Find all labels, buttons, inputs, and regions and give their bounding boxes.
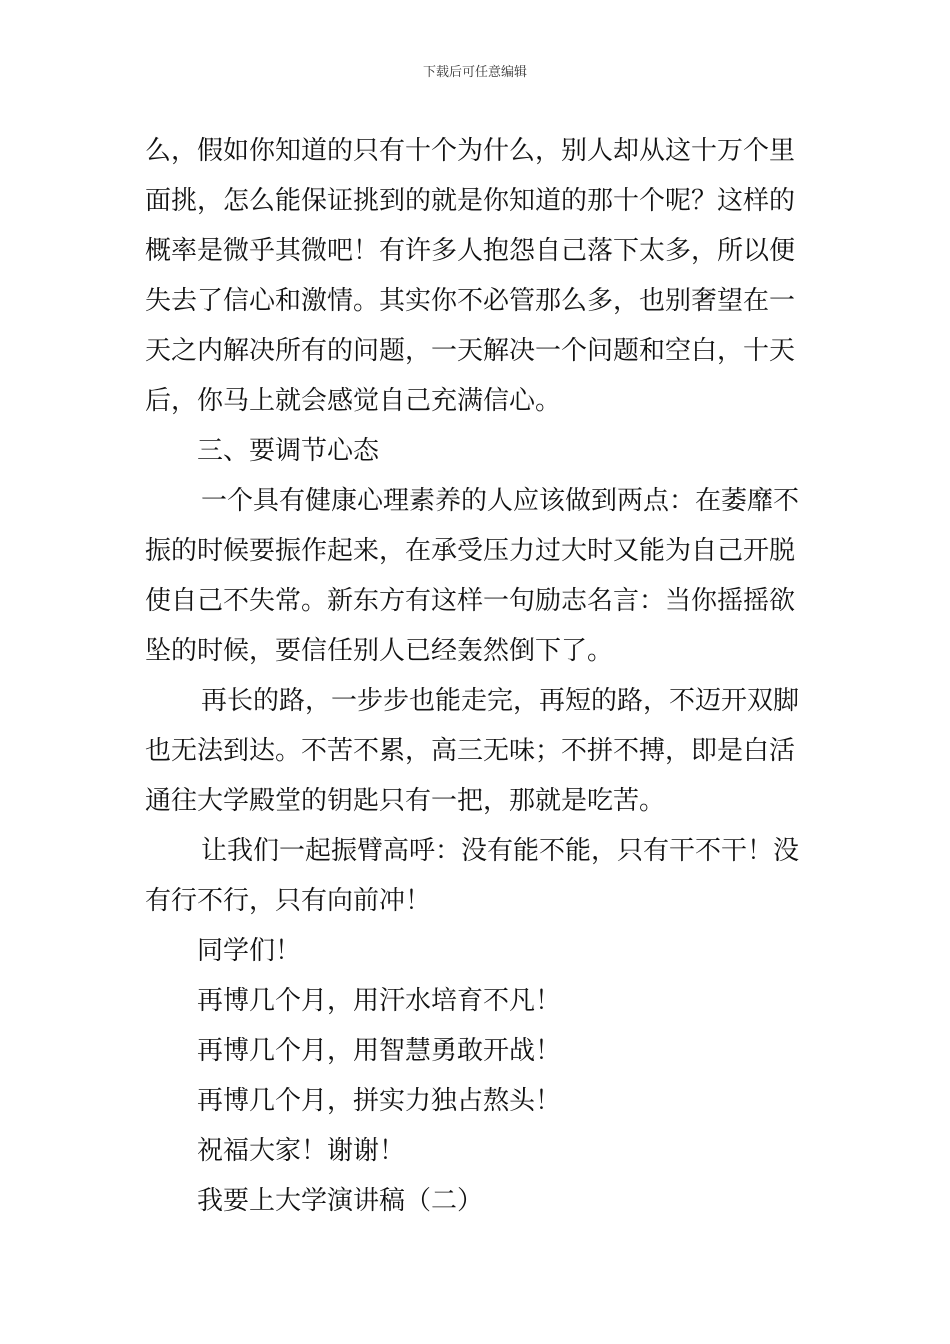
text-line: 天之内解决所有的问题，一天解决一个问题和空白，十天	[145, 336, 796, 366]
text-line: 祝福大家！谢谢！	[197, 1136, 406, 1166]
text-line: 后，你马上就会感觉自己充满信心。	[145, 386, 562, 416]
text-line: 一个具有健康心理素养的人应该做到两点：在萎靡不	[201, 486, 800, 516]
text-line: 么，假如你知道的只有十个为什么，别人却从这十万个里	[145, 136, 796, 166]
text-line: 通往大学殿堂的钥匙只有一把，那就是吃苦。	[145, 786, 666, 816]
text-line: 也无法到达。不苦不累，高三无味；不拼不搏，即是白活	[145, 736, 796, 766]
text-line: 再博几个月，用智慧勇敢开战！	[197, 1036, 562, 1066]
section-heading: 三、要调节心态	[197, 436, 380, 466]
text-line: 让我们一起振臂高呼：没有能不能，只有干不干！没	[201, 836, 800, 866]
text-line: 有行不行，只有向前冲！	[145, 886, 432, 916]
text-line: 坠的时候，要信任别人已经轰然倒下了。	[145, 636, 614, 666]
text-line: 概率是微乎其微吧！有许多人抱怨自己落下太多，所以便	[145, 236, 796, 266]
page-header-note: 下载后可任意编辑	[422, 65, 527, 80]
text-line: 再长的路，一步步也能走完，再短的路，不迈开双脚	[201, 686, 800, 716]
text-line: 使自己不失常。新东方有这样一句励志名言：当你摇摇欲	[145, 586, 796, 616]
section-heading: 我要上大学演讲稿（二）	[197, 1186, 484, 1216]
text-line: 面挑，怎么能保证挑到的就是你知道的那十个呢？这样的	[145, 186, 796, 216]
text-line: 振的时候要振作起来，在承受压力过大时又能为自己开脱	[145, 536, 796, 566]
text-line: 再博几个月，用汗水培育不凡！	[197, 986, 562, 1016]
text-line: 失去了信心和激情。其实你不必管那么多，也别奢望在一	[145, 286, 796, 316]
text-line: 再博几个月，拼实力独占熬头！	[197, 1086, 562, 1116]
text-line: 同学们！	[197, 936, 302, 966]
document-body	[145, 126, 810, 1226]
